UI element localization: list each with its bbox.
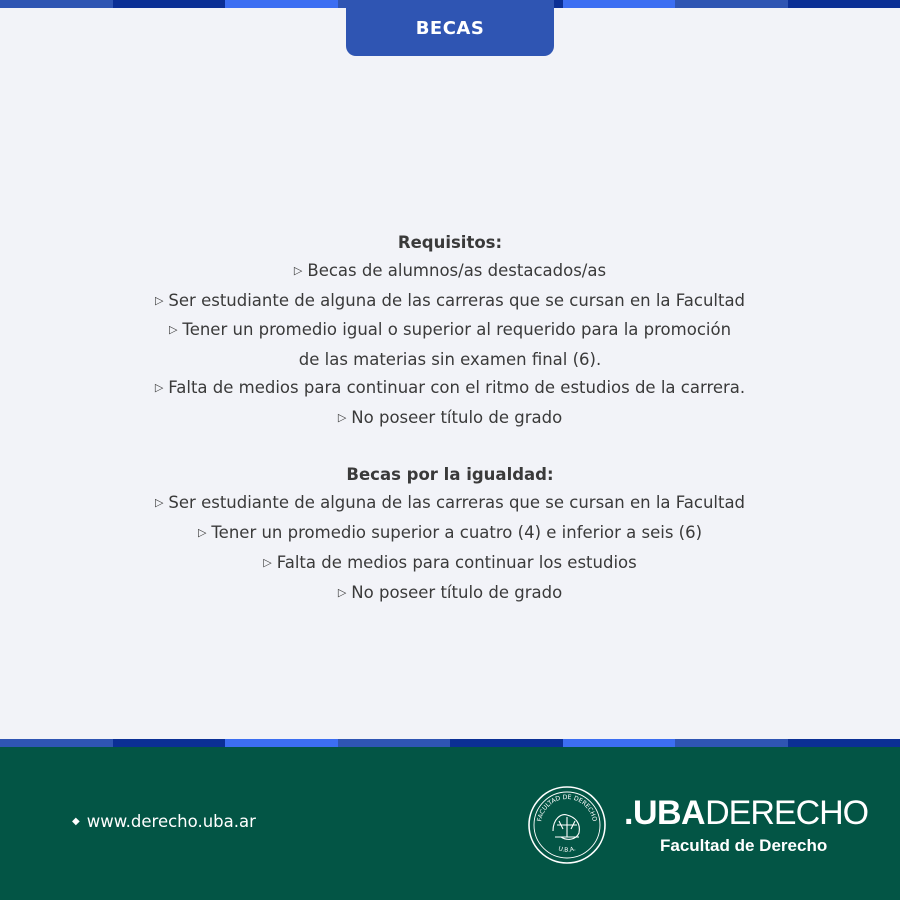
list-item: ▷ Tener un promedio igual o superior al requerido para la promoción xyxy=(168,320,732,340)
stripe-segment xyxy=(675,0,788,8)
seal-top-text: FACULTAD DE DERECHO xyxy=(536,793,598,823)
triangle-right-icon: ▷ xyxy=(293,263,303,277)
page-title: BECAS xyxy=(415,17,485,39)
faculty-seal-icon xyxy=(527,785,607,865)
logo-uba-text: .UBA xyxy=(624,794,706,832)
stripe-segment xyxy=(563,739,676,747)
section-requisitos xyxy=(0,229,900,434)
section-spacer xyxy=(0,434,900,462)
requirements-content xyxy=(0,229,900,608)
stripe-segment xyxy=(225,0,338,8)
stripe-segment xyxy=(675,739,788,747)
list-item: ▷ Falta de medios para continuar con el ritmo de estudios de la carrera. xyxy=(154,377,746,397)
uba-derecho-logo xyxy=(624,796,868,830)
logo-subtitle: Facultad de Derecho xyxy=(660,836,828,855)
diamond-icon: ◆ xyxy=(72,816,80,827)
list-item: ▷ Becas de alumnos/as destacados/as xyxy=(293,260,607,280)
website-url: www.derecho.uba.ar xyxy=(86,812,256,831)
triangle-right-icon: ▷ xyxy=(154,496,164,510)
website-link[interactable] xyxy=(72,812,256,831)
list-item: ▷ Ser estudiante de alguna de las carreras que se cursan en la Facultad xyxy=(154,290,746,310)
stripe-segment xyxy=(113,739,226,747)
list-item: ▷ Falta de medios para continuar los estudios xyxy=(263,552,637,572)
seal-bottom-text: U.B.A. xyxy=(557,845,577,854)
stripe-segment xyxy=(450,739,563,747)
triangle-right-icon: ▷ xyxy=(154,293,164,307)
section-heading: Requisitos: xyxy=(397,233,503,252)
stripe-segment xyxy=(0,0,113,8)
section-heading: Becas por la igualdad: xyxy=(346,465,554,485)
list-item: ▷ Tener un promedio superior a cuatro (4) e inferior a seis (6) xyxy=(197,522,703,542)
triangle-right-icon: ▷ xyxy=(337,585,347,599)
list-item: ▷ Ser estudiante de alguna de las carreras que se cursan en la Facultad xyxy=(154,493,746,513)
list-item: ▷ No poseer título de grado xyxy=(337,407,563,427)
page-title-tab xyxy=(346,0,554,56)
triangle-right-icon: ▷ xyxy=(154,380,164,394)
logo-derecho-text: DERECHO xyxy=(705,794,869,832)
stripe-segment xyxy=(788,0,900,8)
triangle-right-icon: ▷ xyxy=(337,410,347,424)
section-becas-igualdad xyxy=(0,461,900,608)
stripe-segment xyxy=(113,0,226,8)
stripe-segment xyxy=(788,739,900,747)
triangle-right-icon: ▷ xyxy=(263,555,272,569)
stripe-segment xyxy=(338,739,451,747)
stripe-segment xyxy=(563,0,676,8)
footer xyxy=(0,747,900,900)
list-item: ▷ No poseer título de grado xyxy=(337,582,563,602)
bottom-decorative-stripe xyxy=(0,739,900,747)
list-item-continuation: de las materias sin examen final (6). xyxy=(298,350,602,370)
stripe-segment xyxy=(225,739,338,747)
triangle-right-icon: ▷ xyxy=(197,525,207,539)
stripe-segment xyxy=(0,739,113,747)
triangle-right-icon: ▷ xyxy=(168,323,178,337)
